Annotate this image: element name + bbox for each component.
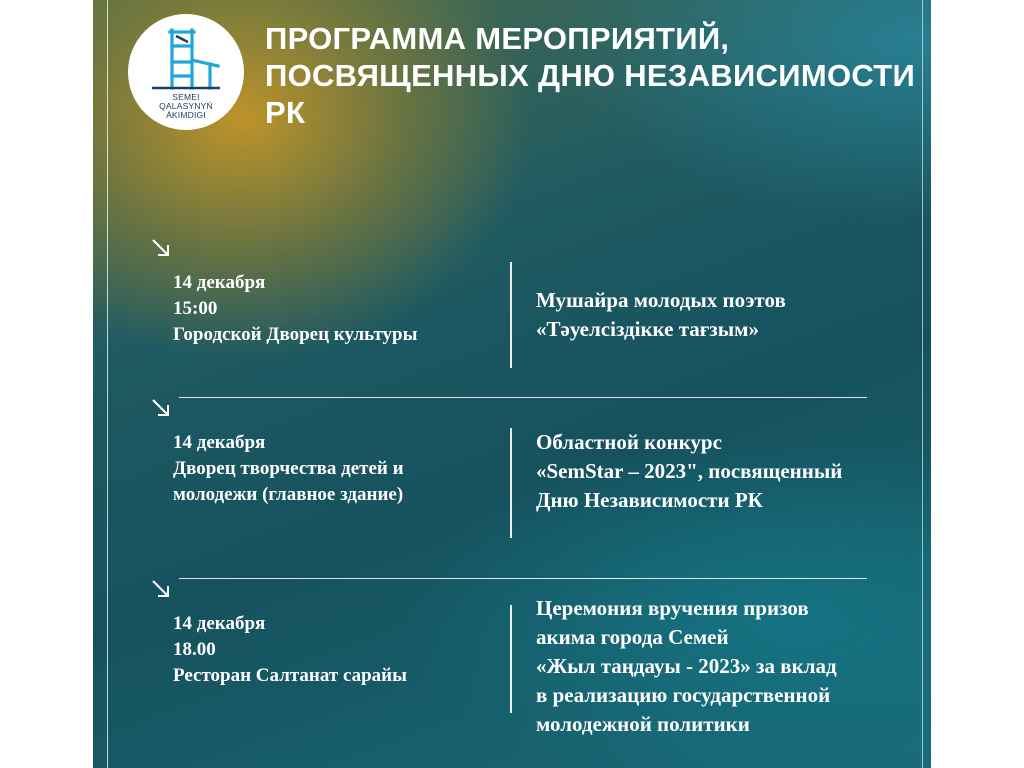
section-separator [179, 578, 867, 579]
logo-text-line: SEMEI [172, 92, 200, 102]
event-description-line: акима города Семей [536, 625, 729, 649]
event-venue: Дворец творчества детей и [173, 458, 404, 479]
event-date: 14 декабря [173, 272, 266, 293]
section-separator [179, 397, 867, 398]
event-venue: Городской Дворец культуры [173, 324, 418, 345]
logo-text-line: ÁKIMDIGI [166, 110, 206, 120]
title-line: ПРОГРАММА МЕРОПРИЯТИЙ, [265, 21, 730, 56]
event-2-description [536, 428, 916, 515]
event-time: 15:00 [173, 298, 218, 319]
event-date: 14 декабря [173, 432, 266, 453]
arrow-down-right-icon [150, 578, 172, 600]
event-time: 18.00 [173, 639, 216, 660]
event-description-line: «SemStar – 2023", посвященный [536, 459, 843, 483]
event-1-details [173, 270, 493, 348]
event-2-details [173, 430, 493, 508]
event-venue: Ресторан Салтанат сарайы [173, 665, 407, 686]
frame-line-left [107, 0, 108, 768]
logo-text-line: QALASYNYŃ [159, 101, 213, 111]
title-line: ПОСВЯЩЕННЫХ ДНЮ НЕЗАВИСИМОСТИ [265, 58, 916, 93]
event-1-description [536, 286, 916, 344]
event-3-details [173, 611, 493, 689]
column-divider [510, 605, 512, 713]
city-akimat-logo [128, 14, 244, 130]
event-date: 14 декабря [173, 613, 266, 634]
program-title [265, 20, 925, 131]
event-description-line: Церемония вручения призов [536, 596, 809, 620]
event-description-line: Мушайра молодых поэтов [536, 288, 786, 312]
arrow-down-right-icon [150, 237, 172, 259]
column-divider [510, 428, 512, 538]
event-description-line: «Жыл таңдауы - 2023» за вклад [536, 654, 837, 678]
event-venue: молодежи (главное здание) [173, 484, 404, 505]
event-description-line: Областной конкурс [536, 430, 722, 454]
event-description-line: в реализацию государственной [536, 683, 831, 707]
bridge-icon [148, 26, 224, 92]
event-3-description [536, 594, 916, 739]
title-line: РК [265, 95, 306, 130]
event-description-line: молодежной политики [536, 712, 750, 736]
event-description-line: Дню Независимости РК [536, 488, 763, 512]
logo-text [159, 93, 213, 120]
poster [93, 0, 931, 768]
arrow-down-right-icon [150, 397, 172, 419]
column-divider [510, 262, 512, 368]
event-description-line: «Тәуелсіздікке тағзым» [536, 317, 759, 341]
